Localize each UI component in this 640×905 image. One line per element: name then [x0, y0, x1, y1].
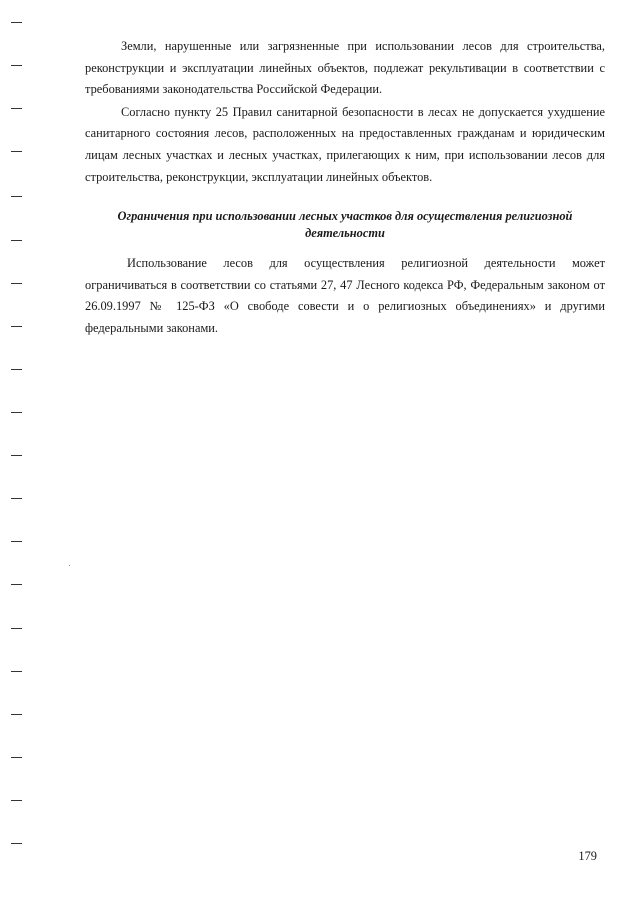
binding-tick: [11, 108, 22, 109]
paragraph-land-reclamation: Земли, нарушенные или загрязненные при использовании лесов для строительства, реконструкции и эксплуатации линейных объектов, подлежат рекультивации в соответствии с требованиями законодательства Российской Федерации.: [85, 39, 605, 97]
binding-tick: [11, 196, 22, 197]
binding-tick: [11, 455, 22, 456]
binding-tick: [11, 412, 22, 413]
binding-tick: [11, 22, 22, 23]
page-number: 179: [578, 849, 597, 863]
document-body: [85, 36, 605, 340]
binding-tick: [11, 369, 22, 370]
paragraph-religious-activity: Использование лесов для осуществления религиозной деятельности может ограничиваться в соответствии со статьями 27, 47 Лесного кодекса РФ, Федеральным законом от 26.09.1997 № 125-ФЗ «О свободе совести и о религиозных объединениях» и другими федеральными законами.: [85, 256, 605, 335]
binding-tick: [11, 541, 22, 542]
binding-tick: [11, 714, 22, 715]
paragraph-sanitary-safety: Согласно пункту 25 Правил санитарной безопасности в лесах не допускается ухудшение санитарного состояния лесов, расположенных на предоставленных гражданам и юридическим лицам лесных участках и лесных участках, прилегающих к ним, при использовании лесов для строительства, реконструкции, эксплуатации линейных объектов.: [85, 104, 605, 184]
binding-tick: [11, 283, 22, 284]
binding-margin-marks: [0, 0, 40, 905]
binding-tick: [11, 757, 22, 758]
scan-speck: [69, 565, 70, 566]
binding-tick: [11, 800, 22, 801]
binding-tick: [11, 628, 22, 629]
binding-tick: [11, 326, 22, 327]
binding-tick: [11, 151, 22, 152]
binding-tick: [11, 843, 22, 844]
binding-tick: [11, 65, 22, 66]
binding-tick: [11, 240, 22, 241]
section-heading: Ограничения при использовании лесных участков для осуществления религиозной деятельности: [117, 209, 573, 240]
binding-tick: [11, 584, 22, 585]
binding-tick: [11, 498, 22, 499]
binding-tick: [11, 671, 22, 672]
